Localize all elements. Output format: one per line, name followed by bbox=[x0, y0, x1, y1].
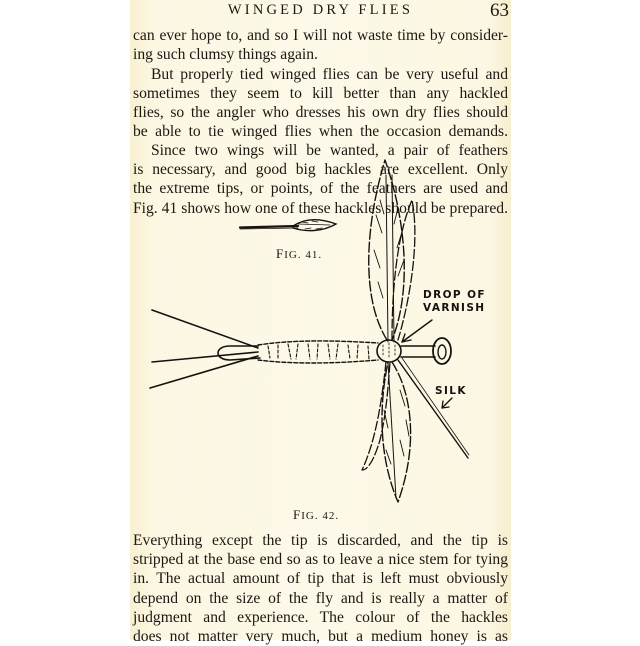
text-line: judgment and experience. The colour of the hackles bbox=[133, 608, 508, 626]
book-page bbox=[130, 0, 511, 646]
text-line: ing such clumsy things again. bbox=[133, 46, 318, 64]
text-line: depend on the size of the fly and is really a matter of bbox=[133, 589, 508, 607]
paragraph-everything-except-tip bbox=[133, 531, 508, 646]
text-line: is necessary, and good big hackles are excellent. Only bbox=[133, 161, 508, 179]
label-drop-of-varnish: DROP OF VARNISH bbox=[423, 289, 486, 314]
text-line: But properly tied winged flies can be very useful and bbox=[151, 65, 508, 83]
text-line: be able to tie winged flies when the occasion demands. bbox=[133, 123, 508, 141]
figure-42-caption: FIG. 42. bbox=[293, 507, 340, 522]
running-head-title: WINGED DRY FLIES bbox=[227, 2, 414, 18]
text-line: can ever hope to, and so I will not waste time by consider- bbox=[133, 27, 508, 44]
text-line: flies, so the angler who dresses his own dry flies should bbox=[133, 103, 508, 121]
figure-41-caption: FIG. 41. bbox=[276, 246, 323, 261]
page-number: 63 bbox=[490, 0, 509, 21]
text-line: stripped at the base end so as to leave a nice stem for tying bbox=[133, 551, 508, 569]
text-line: Fig. 41 shows how one of these hackles should be prepared. bbox=[133, 199, 508, 217]
text-line: Since two wings will be wanted, a pair of feathers bbox=[151, 142, 508, 159]
text-line: sometimes they seem to kill better than any hackled bbox=[133, 84, 508, 102]
text-line: in. The actual amount of tip that is left must obviously bbox=[133, 570, 508, 588]
label-silk: SILK bbox=[435, 385, 467, 397]
text-line: Everything except the tip is discarded, and the tip is bbox=[133, 532, 508, 549]
text-line: does not matter very much, but a medium honey is as bbox=[133, 628, 508, 646]
text-line: the extreme tips, or points, of the feathers are used and bbox=[133, 180, 508, 198]
